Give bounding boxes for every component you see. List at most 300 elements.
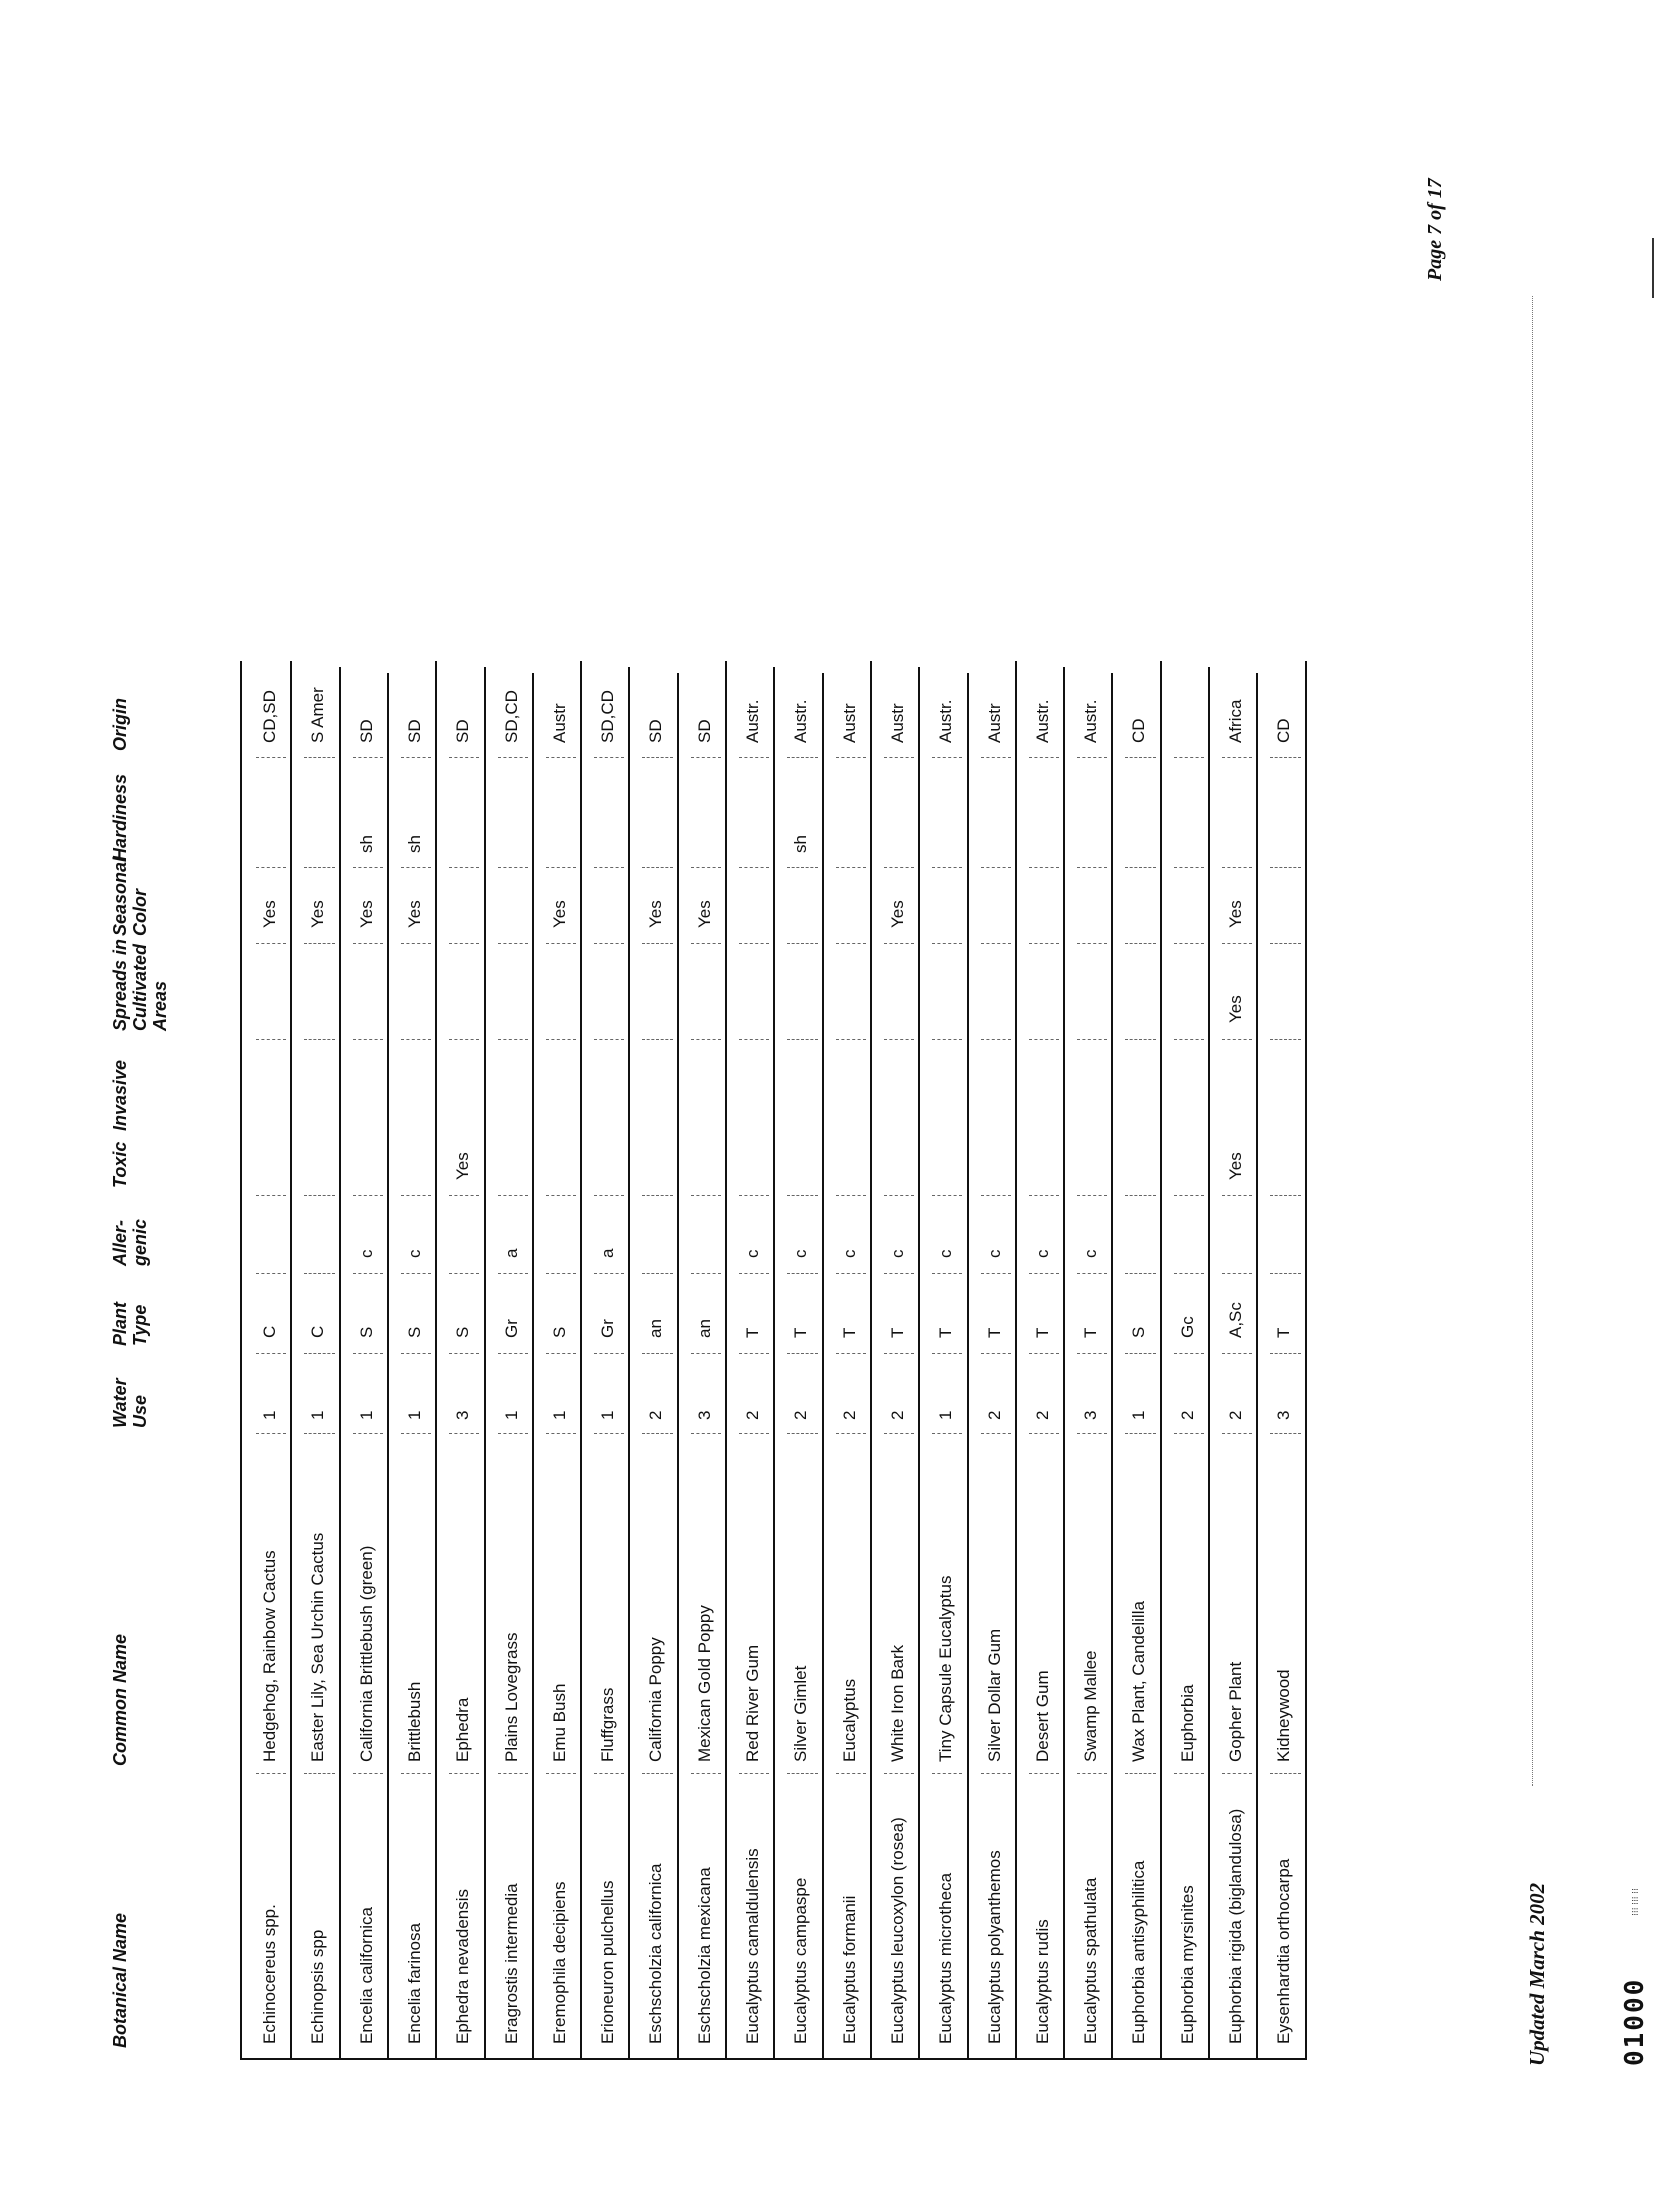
cell-botanical: Eremophila decipiens <box>549 1881 569 2044</box>
column-divider <box>449 757 479 758</box>
column-divider <box>691 943 721 944</box>
cell-common: Mexican Gold Poppy <box>694 1605 714 1762</box>
column-divider <box>981 1273 1011 1274</box>
column-divider <box>691 867 721 868</box>
cell-origin: SD,CD <box>501 690 521 743</box>
column-divider <box>1174 1195 1204 1196</box>
cell-botanical: Eucalyptus leucoxylon (rosea) <box>887 1817 907 2044</box>
cell-water: 2 <box>1177 1410 1197 1420</box>
row-rule <box>290 661 292 2058</box>
column-header-spreads <box>110 939 170 1031</box>
column-divider <box>1174 867 1204 868</box>
column-divider <box>787 1195 817 1196</box>
cell-common: Plains Lovegrass <box>501 1632 521 1762</box>
column-header-line: Use <box>130 1394 150 1428</box>
column-divider <box>498 1353 528 1354</box>
column-divider <box>739 1273 769 1274</box>
column-divider <box>449 1273 479 1274</box>
column-divider <box>1077 1273 1107 1274</box>
column-divider <box>1029 1039 1059 1040</box>
cell-plant_type: S <box>549 1326 569 1338</box>
column-divider <box>498 1273 528 1274</box>
column-divider <box>304 943 334 944</box>
row-rule <box>628 667 630 2058</box>
column-divider <box>1270 1273 1300 1274</box>
cell-common: Eucalyptus <box>839 1678 859 1762</box>
column-divider <box>932 1195 962 1196</box>
cell-allergenic: c <box>791 1249 811 1258</box>
column-header-line: Type <box>130 1304 150 1346</box>
column-divider <box>836 1433 866 1434</box>
column-divider <box>1174 1773 1204 1774</box>
cell-common: Emu Bush <box>549 1683 569 1762</box>
column-divider <box>498 1433 528 1434</box>
column-header-line: Toxic <box>110 1141 130 1188</box>
cell-plant_type: an <box>694 1319 714 1338</box>
column-divider <box>449 867 479 868</box>
column-divider <box>1077 1773 1107 1774</box>
column-divider <box>1125 867 1155 868</box>
column-divider <box>836 757 866 758</box>
column-divider <box>594 1039 624 1040</box>
column-divider <box>932 757 962 758</box>
column-divider <box>932 1773 962 1774</box>
column-divider <box>449 943 479 944</box>
column-divider <box>836 1353 866 1354</box>
column-divider <box>1077 1433 1107 1434</box>
column-divider <box>546 1773 576 1774</box>
cell-plant_type: T <box>984 1327 1004 1338</box>
cell-common: Swamp Mallee <box>1081 1650 1101 1762</box>
column-divider <box>304 1195 334 1196</box>
column-divider <box>304 1433 334 1434</box>
column-divider <box>594 867 624 868</box>
cell-seasonal: Yes <box>549 900 569 928</box>
cell-plant_type: T <box>1274 1327 1294 1338</box>
row-rule <box>918 667 920 2058</box>
column-divider <box>498 1195 528 1196</box>
cell-water: 3 <box>1081 1410 1101 1420</box>
column-divider <box>256 943 286 944</box>
column-divider <box>739 757 769 758</box>
column-divider <box>401 1433 431 1434</box>
column-divider <box>836 1195 866 1196</box>
cell-botanical: Eucalyptus polyanthemos <box>984 1850 1004 2044</box>
column-divider <box>787 757 817 758</box>
column-divider <box>546 1195 576 1196</box>
column-header-line: Water <box>110 1378 130 1428</box>
column-divider <box>1174 1273 1204 1274</box>
column-header-origin <box>110 698 130 751</box>
column-divider <box>353 867 383 868</box>
cell-botanical: Eucalyptus campaspe <box>791 1877 811 2044</box>
cell-allergenic: c <box>743 1249 762 1258</box>
cell-botanical: Euphorbia rigida (biglandulosa) <box>1226 1808 1245 2044</box>
cell-allergenic: c <box>984 1249 1004 1258</box>
column-divider <box>642 943 672 944</box>
column-divider <box>1029 1195 1059 1196</box>
cell-botanical: Euphorbia myrsinites <box>1177 1885 1197 2044</box>
column-header-toxic <box>110 1142 130 1188</box>
cell-plant_type: T <box>743 1327 762 1338</box>
column-header-line: Common Name <box>110 1633 130 1766</box>
cell-allergenic: c <box>1032 1249 1052 1258</box>
column-divider <box>353 1039 383 1040</box>
column-divider <box>304 867 334 868</box>
row-rule <box>1305 661 1307 2058</box>
column-divider <box>546 1039 576 1040</box>
cell-origin: Austr. <box>936 699 956 743</box>
cell-common: Easter Lily, Sea Urchin Cactus <box>308 1532 328 1762</box>
column-divider <box>1029 1773 1059 1774</box>
column-divider <box>546 943 576 944</box>
cell-plant_type: S <box>356 1326 376 1338</box>
cell-common: Gopher Plant <box>1226 1661 1245 1762</box>
column-header-line: Plant <box>110 1301 130 1346</box>
column-divider <box>1029 757 1059 758</box>
row-rule <box>677 673 679 2058</box>
column-header-line: Origin <box>110 698 130 751</box>
row-rule <box>387 673 389 2058</box>
column-divider <box>401 867 431 868</box>
column-divider <box>546 1433 576 1434</box>
cell-botanical: Erioneuron pulchellus <box>598 1880 618 2044</box>
row-rule <box>1063 667 1065 2058</box>
column-divider <box>353 757 383 758</box>
column-divider <box>981 1353 1011 1354</box>
column-divider <box>498 867 528 868</box>
cell-common: Brittlebush <box>404 1681 424 1762</box>
footer-updated: Updated March 2002 <box>1525 1882 1549 2066</box>
column-divider <box>353 943 383 944</box>
cell-plant_type: A,Sc <box>1226 1302 1245 1338</box>
cell-botanical: Eucalyptus microtheca <box>936 1872 956 2044</box>
column-header-line: Areas <box>150 980 170 1031</box>
column-divider <box>1077 1039 1107 1040</box>
cell-origin: SD <box>356 719 376 743</box>
row-rule <box>1111 673 1113 2058</box>
column-divider <box>401 757 431 758</box>
column-divider <box>836 867 866 868</box>
column-divider <box>1270 1773 1300 1774</box>
column-divider <box>884 943 914 944</box>
column-divider <box>256 1273 286 1274</box>
column-header-hardiness <box>110 774 130 861</box>
column-header-line: Seasonal <box>110 856 130 936</box>
row-rule <box>532 673 534 2058</box>
cell-water: 1 <box>404 1410 424 1420</box>
column-header-botanical <box>110 1913 130 2048</box>
column-divider <box>1125 943 1155 944</box>
cell-water: 1 <box>1129 1410 1149 1420</box>
column-divider <box>739 1433 769 1434</box>
column-divider <box>449 1433 479 1434</box>
column-divider <box>304 1353 334 1354</box>
cell-plant_type: S <box>404 1326 424 1338</box>
column-divider <box>594 943 624 944</box>
column-divider <box>1174 943 1204 944</box>
cell-botanical: Echinopsis spp <box>308 1929 328 2044</box>
column-header-line: Invasive <box>110 1059 130 1131</box>
column-divider <box>1125 1433 1155 1434</box>
column-divider <box>1222 943 1252 944</box>
column-divider <box>1222 867 1252 868</box>
column-divider <box>1270 1433 1300 1434</box>
column-divider <box>1270 1195 1300 1196</box>
cell-allergenic: c <box>936 1249 956 1258</box>
column-header-invasive <box>110 1060 130 1131</box>
cell-plant_type: T <box>936 1327 956 1338</box>
cell-seasonal: Yes <box>646 900 666 928</box>
cell-water: 2 <box>839 1410 859 1420</box>
cell-origin: Austr. <box>1081 699 1101 743</box>
cell-botanical: Eucalyptus spathulata <box>1081 1877 1101 2044</box>
column-divider <box>256 1353 286 1354</box>
column-divider <box>256 1195 286 1196</box>
row-rule <box>967 673 969 2058</box>
cell-water: 2 <box>984 1410 1004 1420</box>
column-divider <box>642 1433 672 1434</box>
cell-allergenic: c <box>887 1249 907 1258</box>
column-divider <box>401 1195 431 1196</box>
column-divider <box>256 757 286 758</box>
column-divider <box>739 867 769 868</box>
column-divider <box>836 943 866 944</box>
cell-common: Ephedra <box>453 1697 473 1762</box>
cell-botanical: Eucalyptus formanii <box>839 1895 859 2044</box>
column-divider <box>1222 1353 1252 1354</box>
cell-origin: CD,SD <box>260 690 279 743</box>
cell-botanical: Encelia californica <box>356 1906 376 2044</box>
column-header-line: Color <box>130 889 150 936</box>
column-divider <box>353 1273 383 1274</box>
column-divider <box>642 867 672 868</box>
column-divider <box>981 943 1011 944</box>
cell-origin: SD <box>694 719 714 743</box>
column-header-plant_type <box>110 1302 150 1346</box>
column-divider <box>884 1273 914 1274</box>
column-divider <box>1222 1039 1252 1040</box>
cell-water: 1 <box>260 1410 279 1420</box>
cell-allergenic: c <box>839 1249 859 1258</box>
column-divider <box>932 867 962 868</box>
column-divider <box>1029 943 1059 944</box>
column-divider <box>691 1273 721 1274</box>
column-header-allergenic <box>110 1219 150 1266</box>
column-divider <box>546 1353 576 1354</box>
column-divider <box>594 1273 624 1274</box>
cell-seasonal: Yes <box>887 900 907 928</box>
column-divider <box>739 1195 769 1196</box>
column-divider <box>1077 1195 1107 1196</box>
cell-water: 2 <box>791 1410 811 1420</box>
column-divider <box>353 1195 383 1196</box>
cell-plant_type: T <box>839 1327 859 1338</box>
cell-common: Desert Gum <box>1032 1670 1052 1762</box>
column-divider <box>498 1773 528 1774</box>
column-divider <box>739 1773 769 1774</box>
column-header-seasonal <box>110 857 150 936</box>
cell-plant_type: C <box>260 1325 279 1338</box>
row-rule <box>725 661 727 2058</box>
column-divider <box>981 867 1011 868</box>
column-divider <box>449 1773 479 1774</box>
cell-plant_type: C <box>308 1325 328 1338</box>
column-divider <box>353 1433 383 1434</box>
column-divider <box>1222 757 1252 758</box>
cell-water: 1 <box>356 1410 376 1420</box>
scan-edge-mark <box>1652 238 1654 298</box>
column-divider <box>498 1039 528 1040</box>
stamp-number: 01000 <box>1620 1977 1650 2066</box>
column-divider <box>642 1273 672 1274</box>
column-divider <box>304 757 334 758</box>
column-divider <box>884 1353 914 1354</box>
cell-origin: Africa <box>1226 699 1245 743</box>
column-divider <box>884 1433 914 1434</box>
column-header-common <box>110 1634 130 1766</box>
column-divider <box>1125 1195 1155 1196</box>
cell-toxic: Yes <box>1226 1152 1245 1180</box>
row-rule <box>484 667 486 2058</box>
column-divider <box>691 757 721 758</box>
cell-botanical: Ephedra nevadensis <box>453 1888 473 2044</box>
column-divider <box>932 1433 962 1434</box>
column-divider <box>498 943 528 944</box>
cell-seasonal: Yes <box>404 900 424 928</box>
column-header-water <box>110 1378 150 1428</box>
column-divider <box>1222 1433 1252 1434</box>
row-rule <box>1208 667 1210 2058</box>
cell-allergenic: c <box>404 1249 424 1258</box>
cell-water: 2 <box>743 1410 762 1420</box>
column-divider <box>1174 757 1204 758</box>
cell-plant_type: Gc <box>1177 1316 1197 1338</box>
column-divider <box>256 1433 286 1434</box>
column-divider <box>594 1195 624 1196</box>
cell-botanical: Echinocereus spp. <box>260 1904 279 2044</box>
cell-origin: CD <box>1274 718 1294 743</box>
cell-water: 3 <box>694 1410 714 1420</box>
column-divider <box>787 1273 817 1274</box>
column-divider <box>932 1273 962 1274</box>
column-header-line: genic <box>130 1218 150 1266</box>
column-divider <box>691 1039 721 1040</box>
column-divider <box>594 1433 624 1434</box>
column-divider <box>836 1039 866 1040</box>
cell-common: Red River Gum <box>743 1644 762 1762</box>
cell-water: 1 <box>936 1410 956 1420</box>
column-divider <box>739 1353 769 1354</box>
column-divider <box>1174 1353 1204 1354</box>
column-divider <box>1125 1353 1155 1354</box>
column-divider <box>449 1039 479 1040</box>
column-divider <box>1174 1039 1204 1040</box>
cell-plant_type: Gr <box>598 1319 618 1338</box>
column-divider <box>787 1353 817 1354</box>
cell-common: California Poppy <box>646 1637 666 1762</box>
column-divider <box>1125 1773 1155 1774</box>
column-divider <box>594 1353 624 1354</box>
cell-water: 3 <box>1274 1410 1294 1420</box>
column-divider <box>1125 1039 1155 1040</box>
column-divider <box>1077 1353 1107 1354</box>
cell-common: Hedgehog, Rainbow Cactus <box>260 1550 279 1762</box>
column-divider <box>1029 1273 1059 1274</box>
column-divider <box>449 1353 479 1354</box>
cell-allergenic: c <box>356 1249 376 1258</box>
cell-botanical: Eragrostis intermedia <box>501 1883 521 2044</box>
cell-water: 1 <box>598 1410 618 1420</box>
column-divider <box>884 1773 914 1774</box>
cell-common: Silver Gimlet <box>791 1665 811 1762</box>
column-divider <box>304 1273 334 1274</box>
row-rule <box>870 661 872 2058</box>
row-rule <box>435 661 437 2058</box>
cell-origin: Austr. <box>791 699 811 743</box>
cell-botanical: Eschscholzia californica <box>646 1863 666 2044</box>
cell-seasonal: Yes <box>356 900 376 928</box>
column-divider <box>1029 1433 1059 1434</box>
row-rule <box>1256 673 1258 2058</box>
column-divider <box>739 1039 769 1040</box>
cell-common: Fluffgrass <box>598 1687 618 1762</box>
cell-botanical: Encelia farinosa <box>404 1923 424 2044</box>
row-rule <box>773 667 775 2058</box>
cell-origin: Austr <box>887 703 907 743</box>
column-divider <box>642 1353 672 1354</box>
column-divider <box>787 1773 817 1774</box>
cell-water: 2 <box>887 1410 907 1420</box>
column-divider <box>256 867 286 868</box>
cell-spreads: Yes <box>1226 995 1245 1023</box>
column-divider <box>691 1195 721 1196</box>
table-left-border <box>240 2058 1307 2060</box>
cell-water: 2 <box>1032 1410 1052 1420</box>
column-divider <box>739 943 769 944</box>
cell-seasonal: Yes <box>694 900 714 928</box>
cell-origin: Austr. <box>743 699 762 743</box>
cell-plant_type: T <box>1081 1327 1101 1338</box>
stamp-small-text: ⁝⁝⁝ ⁝⁝⁝ ⁝⁝ <box>1630 1888 1640 1916</box>
column-divider <box>981 1433 1011 1434</box>
column-divider <box>836 1273 866 1274</box>
cell-common: Silver Dollar Gum <box>984 1628 1004 1762</box>
cell-allergenic: a <box>598 1248 618 1258</box>
cell-water: 3 <box>453 1410 473 1420</box>
column-divider <box>1077 757 1107 758</box>
cell-plant_type: Gr <box>501 1319 521 1338</box>
row-rule <box>1160 661 1162 2058</box>
cell-water: 1 <box>308 1410 328 1420</box>
column-divider <box>787 1039 817 1040</box>
cell-water: 2 <box>646 1410 666 1420</box>
column-divider <box>981 757 1011 758</box>
cell-origin: SD <box>453 719 473 743</box>
column-divider <box>981 1773 1011 1774</box>
header-rule <box>240 661 242 2058</box>
column-divider <box>1029 1353 1059 1354</box>
cell-botanical: Euphorbia antisyphilitica <box>1129 1860 1149 2044</box>
column-divider <box>1222 1773 1252 1774</box>
column-divider <box>787 867 817 868</box>
column-divider <box>932 943 962 944</box>
cell-plant_type: an <box>646 1319 666 1338</box>
column-divider <box>401 1773 431 1774</box>
cell-hardiness: sh <box>791 835 811 853</box>
cell-origin: SD,CD <box>598 690 618 743</box>
column-divider <box>401 1273 431 1274</box>
